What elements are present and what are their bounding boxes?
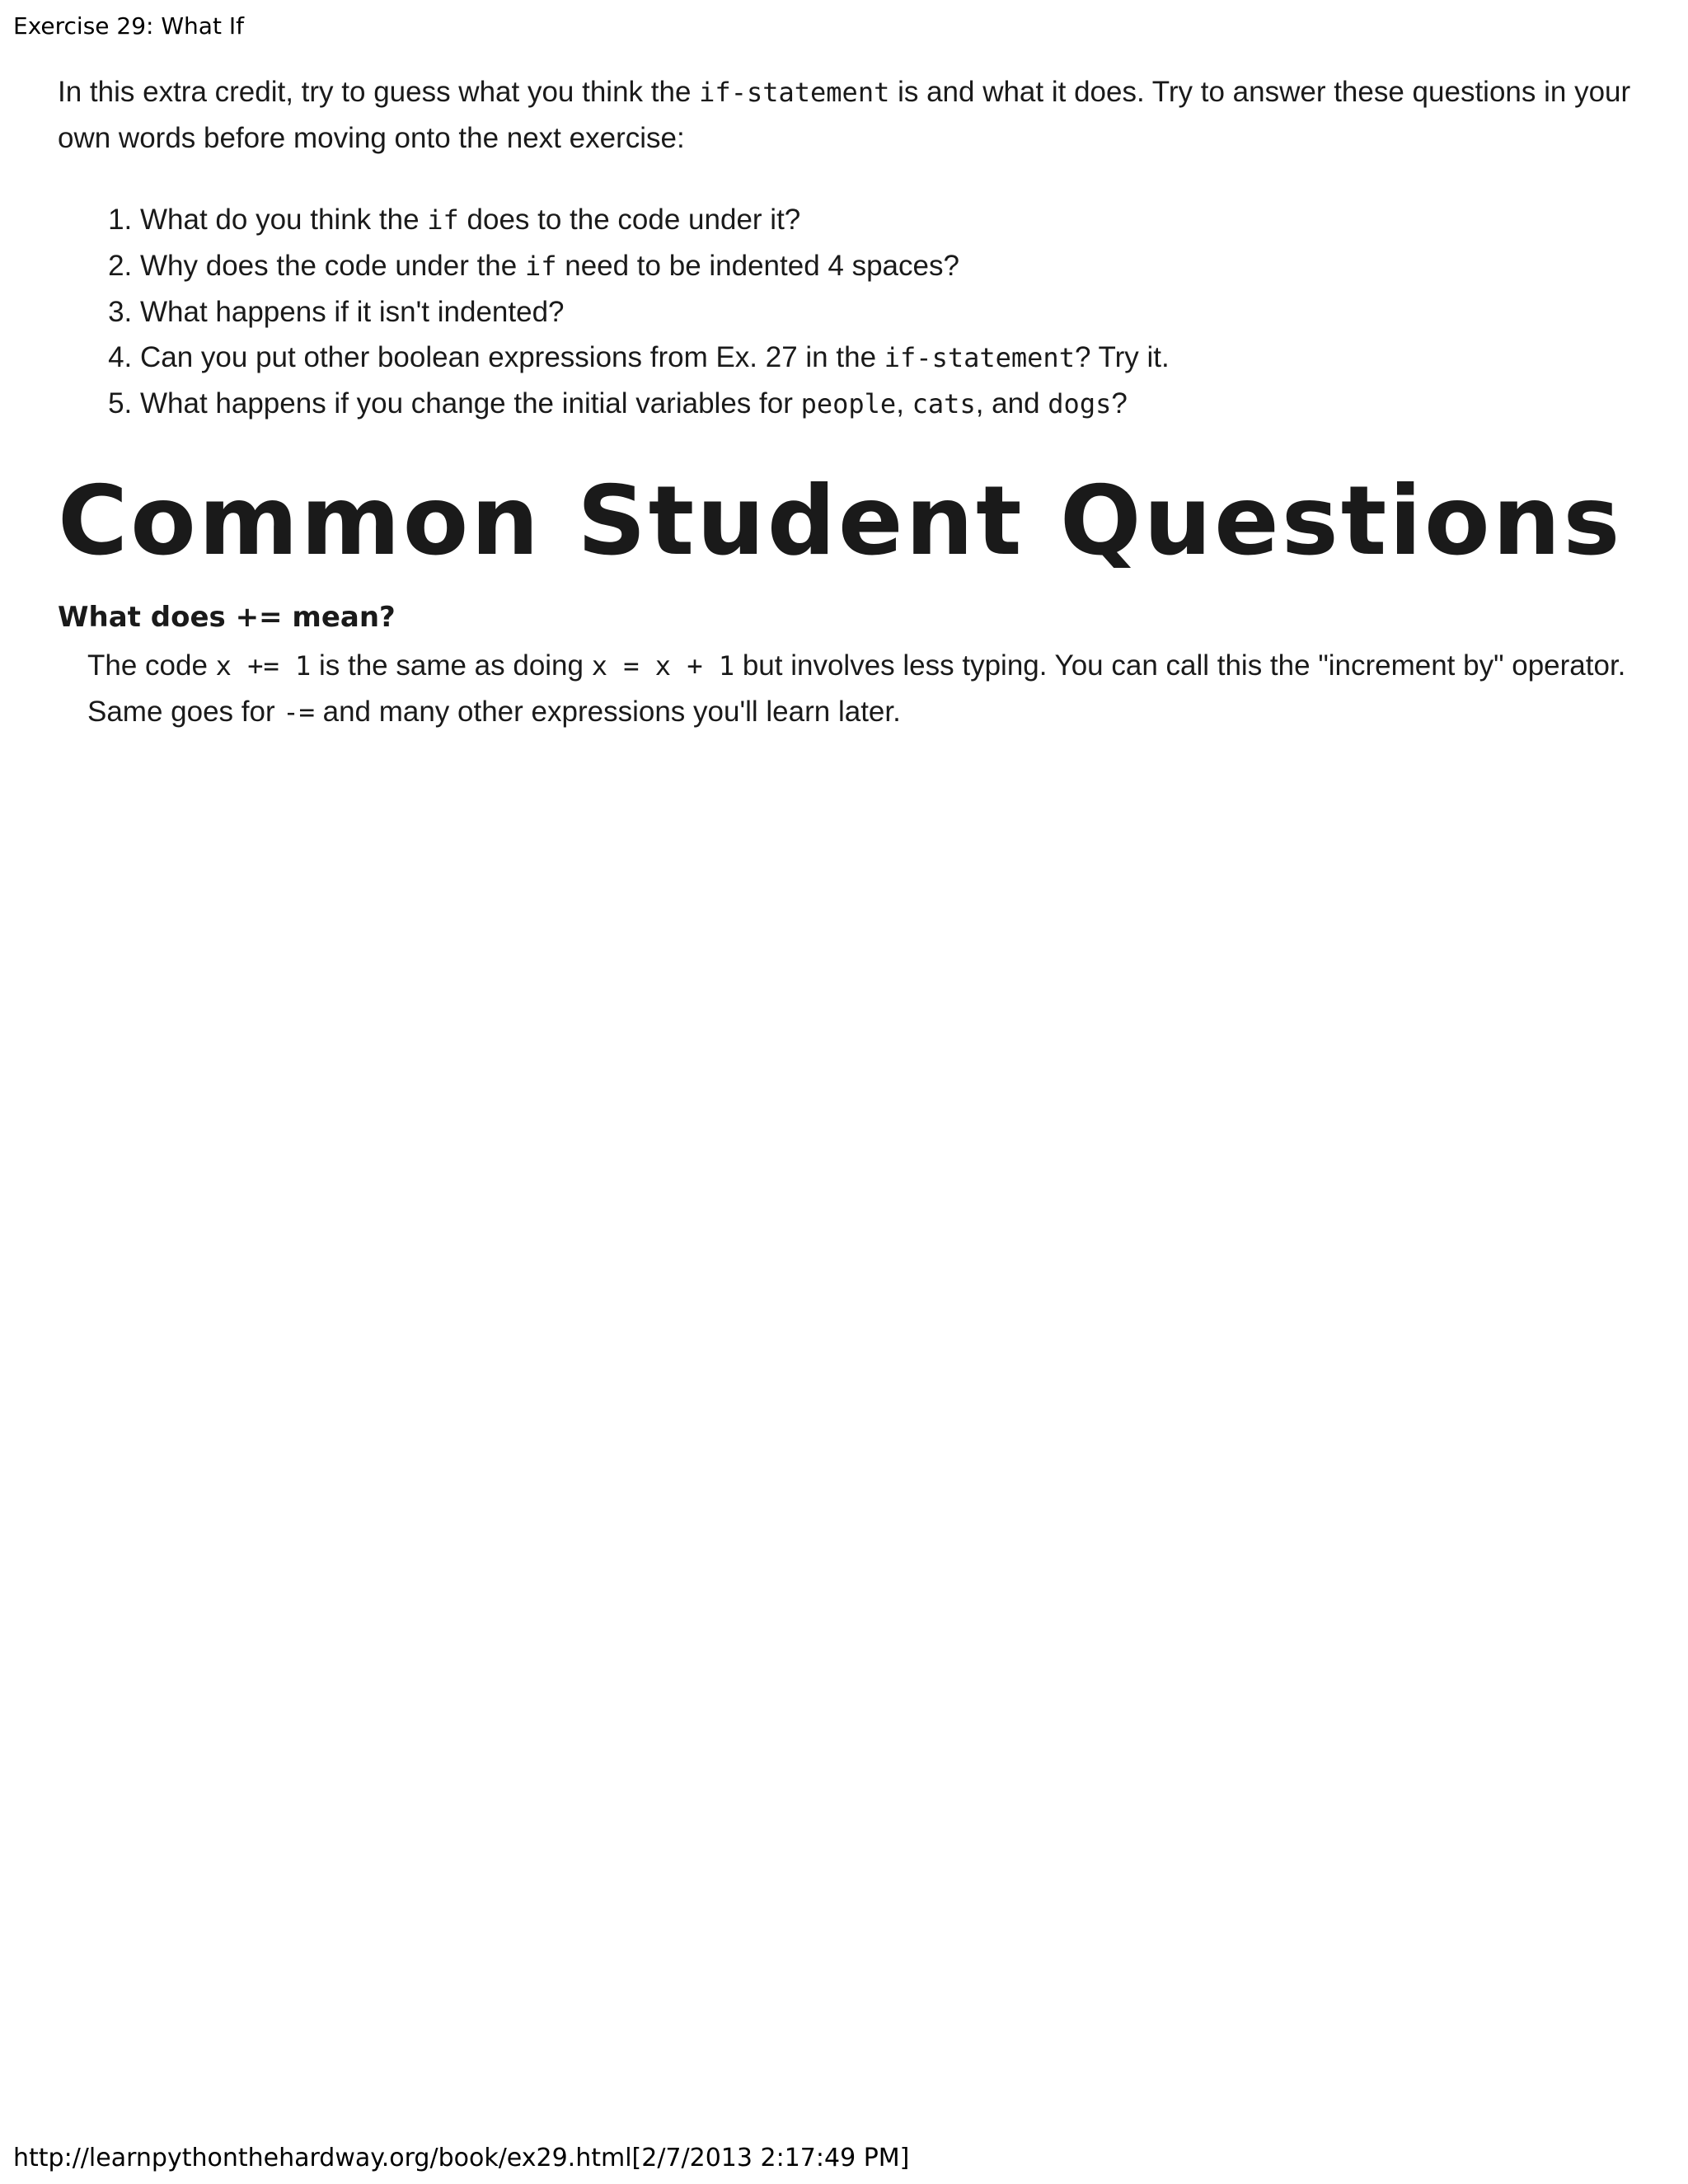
- answer-text: The code: [87, 649, 216, 682]
- question-text: ,: [896, 387, 912, 419]
- question-text: Why does the code under the: [140, 250, 525, 282]
- question-text: What happens if it isn't indented?: [140, 296, 565, 328]
- page-content: [58, 69, 1640, 735]
- question-text: What do you think the: [140, 204, 428, 236]
- question-code: if-statement: [884, 342, 1075, 373]
- question-text: Can you put other boolean expressions from Ex. 27 in the: [140, 341, 884, 373]
- faq-list: [58, 597, 1640, 735]
- question-code: people: [800, 388, 897, 419]
- question-code: dogs: [1048, 388, 1112, 419]
- question-code: cats: [912, 388, 976, 419]
- answer-code: x += 1: [215, 650, 312, 682]
- intro-code: if-statement: [699, 77, 890, 108]
- question-text: ?: [1111, 387, 1128, 419]
- print-header-title: Exercise 29: What If: [13, 12, 244, 40]
- question-text: does to the code under it?: [458, 204, 801, 236]
- section-heading: Common Student Questions: [58, 466, 1623, 577]
- list-item: [140, 289, 1640, 335]
- question-text: What happens if you change the initial variables for: [140, 387, 801, 419]
- answer-text: but involves less typing. You can call this the "increment by" operator. Same goes for: [87, 649, 1626, 728]
- faq-answer: [87, 643, 1637, 735]
- list-item: [140, 335, 1640, 381]
- question-text: , and: [975, 387, 1048, 419]
- question-code: if: [524, 251, 557, 282]
- answer-text: and many other expressions you'll learn later.: [314, 696, 901, 728]
- question-code: if: [427, 204, 459, 236]
- intro-text: In this extra credit, try to guess what you think the: [58, 76, 700, 108]
- list-item: [140, 381, 1640, 427]
- answer-text: is the same as doing: [311, 649, 592, 682]
- list-item: [140, 243, 1640, 289]
- faq-question: What does += mean?: [58, 601, 396, 634]
- intro-paragraph: [58, 69, 1640, 161]
- answer-code: -=: [283, 696, 315, 728]
- question-text: ? Try it.: [1074, 341, 1170, 373]
- answer-code: x = x + 1: [591, 650, 735, 682]
- print-footer-url-stamp: http://learnpythonthehardway.org/book/ex29.html[2/7/2013 2:17:49 PM]: [13, 2144, 910, 2172]
- extra-credit-questions-list: [58, 197, 1640, 427]
- intro-text: is and what it does. Try to answer these questions in your own words before moving onto the next exercise:: [58, 76, 1631, 154]
- list-item: [140, 197, 1640, 243]
- question-text: need to be indented 4 spaces?: [556, 250, 959, 282]
